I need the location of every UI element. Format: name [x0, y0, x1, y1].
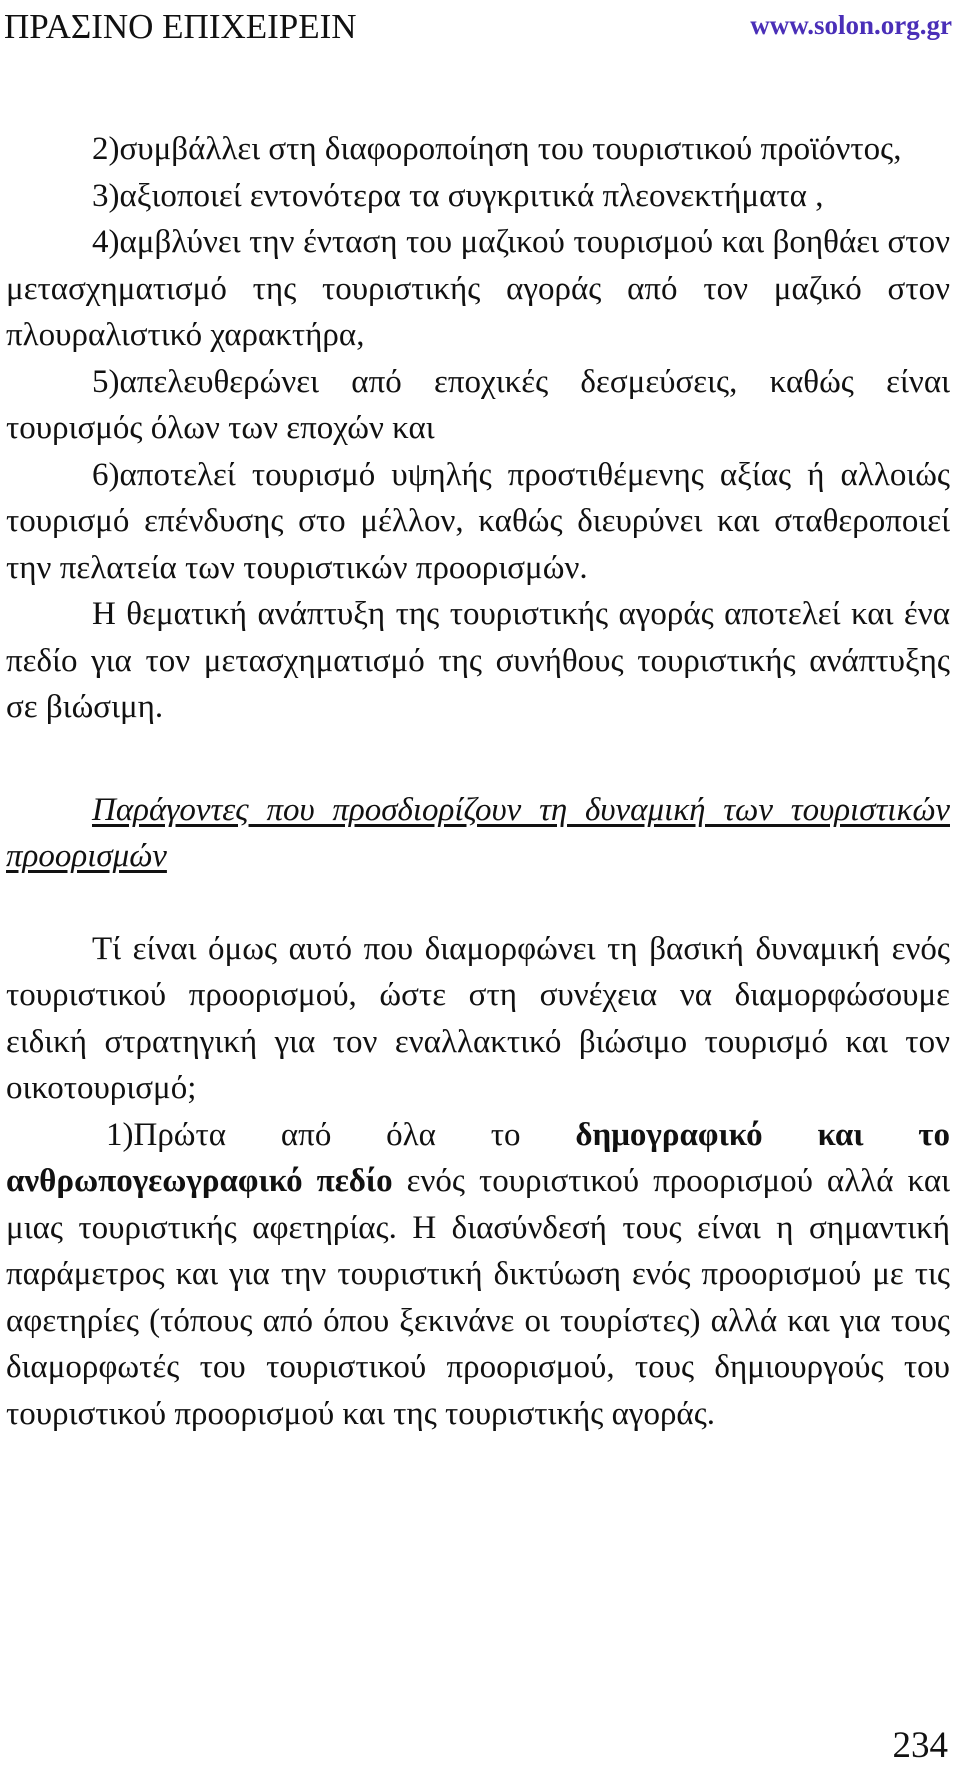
first-factor-intro: 1)Πρώτα από όλα το: [106, 1116, 576, 1153]
section-heading: Παράγοντες που προσδιορίζουν τη δυναμική των τουριστικών προορισμών: [6, 791, 950, 874]
paragraph-question: Τί είναι όμως αυτό που διαμορφώνει τη βασική δυναμική ενός τουριστικού προορισμού, ώστε στη συνέχεια να διαμορφώσουμε ειδική στρατηγική για τον εναλλακτικό βιώσιμο τουρισμό και τον οικοτουρισμό;: [6, 930, 950, 1106]
page-body: [6, 126, 950, 1437]
header-title: ΠΡΑΣΙΝΟ ΕΠΙΧΕΙΡΕΙΝ: [4, 7, 357, 46]
paragraph-item-6: 6)αποτελεί τουρισμό υψηλής προστιθέμενης αξίας ή αλλοιώς τουρισμό επένδυσης στο μέλλον, καθώς διευρύνει και σταθεροποιεί την πελατεία των τουριστικών προορισμών.: [6, 456, 950, 586]
header-website: www.solon.org.gr: [750, 10, 952, 40]
paragraph-item-5: 5)απελευθερώνει από εποχικές δεσμεύσεις, καθώς είναι τουρισμός όλων των εποχών και: [6, 363, 950, 446]
first-factor-bold: δημογραφικό και το ανθρωπογεωγραφικό πεδίο: [6, 1116, 950, 1199]
paragraph-first-factor: [6, 1112, 950, 1438]
page-header: [4, 4, 952, 50]
first-factor-rest: ενός τουριστικού προορισμού αλλά και μιας τουριστικής αφετηρίας. Η διασύνδεσή τους είναι η σημαντική παράμετρος και για την τουριστική δικτύωση ενός προορισμού με τις αφετηρίες (τόπους από όπου ξεκινάνε οι τουρίστες) αλλά και για τους διαμορφωτές του τουριστικού προορισμού, τους δημιουργούς του τουριστικού προορισμού και της τουριστικής αγοράς.: [6, 1163, 950, 1432]
paragraph-item-4: 4)αμβλύνει την ένταση του μαζικού τουρισμού και βοηθάει στον μετασχηματισμό της τουριστικής αγοράς από τον μαζικό στον πλουραλιστικό χαρακτήρα,: [6, 224, 950, 353]
paragraph-thematic: Η θεματική ανάπτυξη της τουριστικής αγοράς αποτελεί και ένα πεδίο για τον μετασχηματισμό της συνήθους τουριστικής ανάπτυξης σε βιώσιμη.: [6, 596, 950, 725]
paragraph-item-2: 2)συμβάλλει στη διαφοροποίηση του τουριστικού προϊόντος,: [92, 131, 902, 167]
paragraph-item-3: 3)αξιοποιεί εντονότερα τα συγκριτικά πλεονεκτήματα ,: [92, 177, 824, 214]
page-number: 234: [892, 1725, 948, 1766]
